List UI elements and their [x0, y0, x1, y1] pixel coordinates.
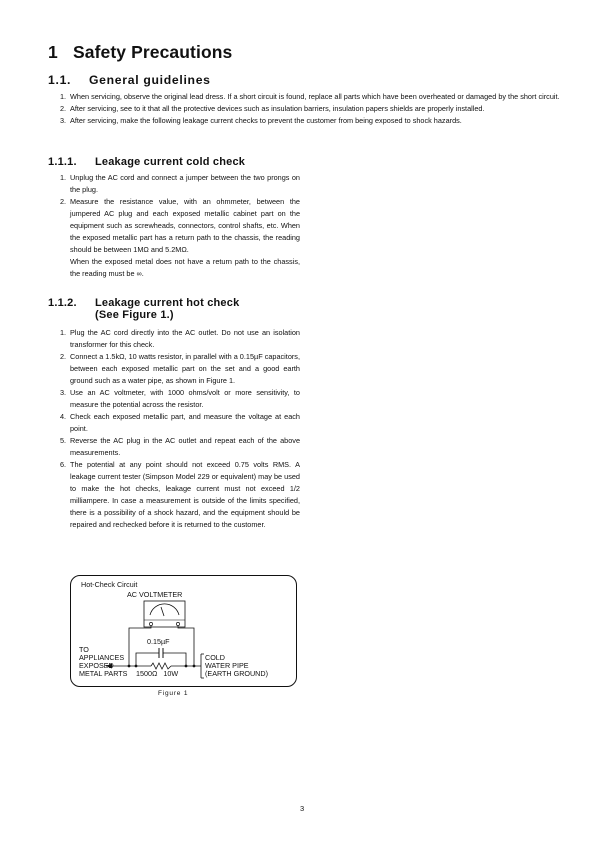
page-title — [48, 42, 232, 63]
metal-parts-label: METAL PARTS — [79, 669, 128, 678]
list-item: 1. When servicing, observe the original lead dress. If a short circuit is found, replace all parts which have been overheated or damaged by the short circuit. — [60, 92, 560, 101]
circuit-title: Hot-Check Circuit — [81, 580, 138, 589]
hot-check-circuit-figure — [70, 575, 297, 687]
section-number: 1.1. — [48, 73, 72, 87]
hot-check-number: 1.1.2. — [48, 297, 77, 309]
cold-check-number: 1.1.1. — [48, 156, 77, 168]
hot-check-heading — [48, 297, 239, 321]
page-number: 3 — [300, 804, 305, 813]
list-item: 2. Measure the resistance value, with an ohmmeter, between the jumpered AC plug and each exposed metallic cabinet part on the equipment such as screwheads, connectors, control shafts, etc. When the exposed metallic part has a return path to the chassis, the reading should be between 1MΩ and 5.2MΩ. When the exposed metal does not have a return path to the chassis, the reading must be ∞. — [60, 197, 300, 278]
cold-check-title: Leakage current cold check — [95, 156, 246, 168]
meter-scale-icon — [150, 604, 179, 615]
hot-check-subtitle: (See Figure 1.) — [95, 309, 174, 321]
list-item: 2. After servicing, see to it that all the protective devices such as insulation barriers, insulation papers shields are properly installed. — [60, 104, 485, 113]
cold-label: COLD — [205, 653, 225, 662]
meter-label: AC VOLTMETER — [127, 590, 183, 599]
circuit-diagram — [71, 576, 296, 686]
exposed-label: EXPOSED — [79, 661, 114, 670]
meter-terminal-icon — [149, 622, 152, 625]
cold-check-heading — [48, 156, 245, 168]
hot-check-list — [49, 327, 300, 531]
resistor-label: 1500Ω 10W — [136, 669, 179, 678]
capacitor-label: 0.15µF — [147, 637, 170, 646]
figure-caption: Figure 1 — [158, 690, 189, 697]
hot-check-title: Leakage current hot check — [95, 297, 240, 309]
to-label: TO — [79, 645, 89, 654]
list-item: 3. Use an AC voltmeter, with 1000 ohms/volt or more sensitivity, to measure the potential across the resistor. — [60, 388, 300, 409]
list-item: 1. Unplug the AC cord and connect a jumper between the two prongs on the plug. — [60, 173, 300, 194]
earth-ground-label: (EARTH GROUND) — [205, 669, 268, 678]
meter-terminal-icon — [176, 622, 179, 625]
list-item: 5. Reverse the AC plug in the AC outlet and repeat each of the above measurements. — [60, 436, 300, 457]
list-item: 2. Connect a 1.5kΩ, 10 watts resistor, in parallel with a 0.15µF capacitors, between each exposed metallic part on the set and a good earth ground such as a water pipe, as shown in Figure 1. — [60, 352, 300, 385]
section-title: General guidelines — [89, 73, 211, 87]
general-guidelines-list — [49, 91, 569, 127]
cold-check-list — [49, 172, 300, 280]
page-title-number: 1 — [48, 42, 58, 62]
list-item: 4. Check each exposed metallic part, and measure the voltage at each point. — [60, 412, 300, 433]
water-pipe-label: WATER PIPE — [205, 661, 249, 670]
list-item: 1. Plug the AC cord directly into the AC outlet. Do not use an isolation transformer for this check. — [60, 328, 300, 349]
meter-needle-icon — [161, 607, 164, 616]
appliances-label: APPLIANCES — [79, 653, 125, 662]
list-item: 6. The potential at any point should not exceed 0.75 volts RMS. A leakage current tester (Simpson Model 229 or equivalent) may be used to make the hot checks, leakage current must not exceed 1/2 milliampere. In case a measurement is outside of the limits specified, there is a possibility of a shock hazard, and the equipment should be repaired and rechecked before it is returned to the customer. — [60, 460, 300, 529]
section-heading — [48, 73, 211, 87]
list-item: 3. After servicing, make the following leakage current checks to prevent the customer from being exposed to shock hazards. — [60, 116, 462, 125]
page-title-text: Safety Precautions — [73, 42, 233, 62]
